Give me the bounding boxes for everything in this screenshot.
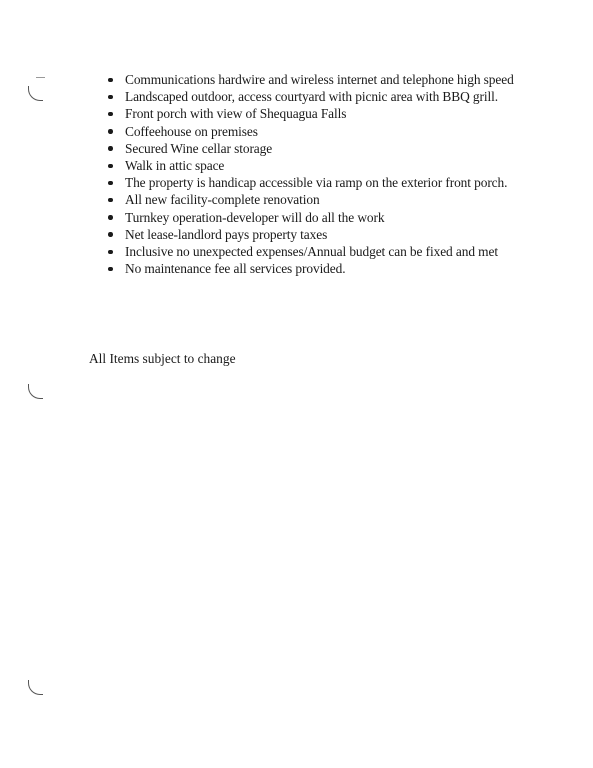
list-item bbox=[104, 123, 524, 140]
bullet-icon bbox=[108, 267, 113, 272]
list-item bbox=[104, 88, 524, 105]
list-item bbox=[104, 157, 524, 174]
list-item bbox=[104, 71, 524, 88]
subject-to-change-note: All Items subject to change bbox=[89, 351, 236, 366]
list-item bbox=[104, 209, 524, 226]
list-item-text: Inclusive no unexpected expenses/Annual budget can be fixed and met bbox=[125, 244, 498, 260]
list-item-text: Net lease-landlord pays property taxes bbox=[125, 226, 328, 242]
bullet-icon bbox=[108, 181, 113, 186]
punch-hole-mark-middle bbox=[28, 384, 43, 399]
bullet-icon bbox=[108, 146, 113, 151]
list-item bbox=[104, 191, 524, 208]
list-item bbox=[104, 226, 524, 243]
list-item bbox=[104, 105, 524, 122]
list-item-text: The property is handicap accessible via ramp on the exterior front porch. bbox=[125, 175, 508, 191]
bullet-icon bbox=[108, 164, 113, 169]
list-item bbox=[104, 243, 524, 260]
list-item-text: Coffeehouse on premises bbox=[125, 123, 258, 139]
list-item-text: Front porch with view of Shequagua Falls bbox=[125, 106, 347, 122]
list-item bbox=[104, 260, 524, 277]
bullet-icon bbox=[108, 129, 113, 134]
list-item-text: Communications hardwire and wireless internet and telephone high speed bbox=[125, 72, 514, 87]
list-item bbox=[104, 174, 524, 191]
list-item-text: Secured Wine cellar storage bbox=[125, 140, 273, 156]
list-item-text: All new facility-complete renovation bbox=[125, 192, 320, 208]
bullet-icon bbox=[108, 250, 113, 255]
bullet-icon bbox=[108, 95, 113, 100]
bullet-icon bbox=[108, 112, 113, 117]
bullet-icon bbox=[108, 78, 113, 83]
list-item-text: Walk in attic space bbox=[125, 158, 225, 174]
bullet-icon bbox=[108, 232, 113, 237]
list-item-text: Turnkey operation-developer will do all the work bbox=[125, 209, 385, 225]
amenities-bullet-list bbox=[104, 71, 524, 277]
list-item bbox=[104, 140, 524, 157]
list-item-text: No maintenance fee all services provided. bbox=[125, 261, 346, 277]
punch-hole-mark-bottom bbox=[28, 680, 43, 695]
scan-mark bbox=[36, 77, 45, 78]
bullet-icon bbox=[108, 215, 113, 220]
list-item-text: Landscaped outdoor, access courtyard with picnic area with BBQ grill. bbox=[125, 89, 498, 105]
bullet-icon bbox=[108, 198, 113, 203]
punch-hole-mark-top bbox=[28, 86, 43, 101]
